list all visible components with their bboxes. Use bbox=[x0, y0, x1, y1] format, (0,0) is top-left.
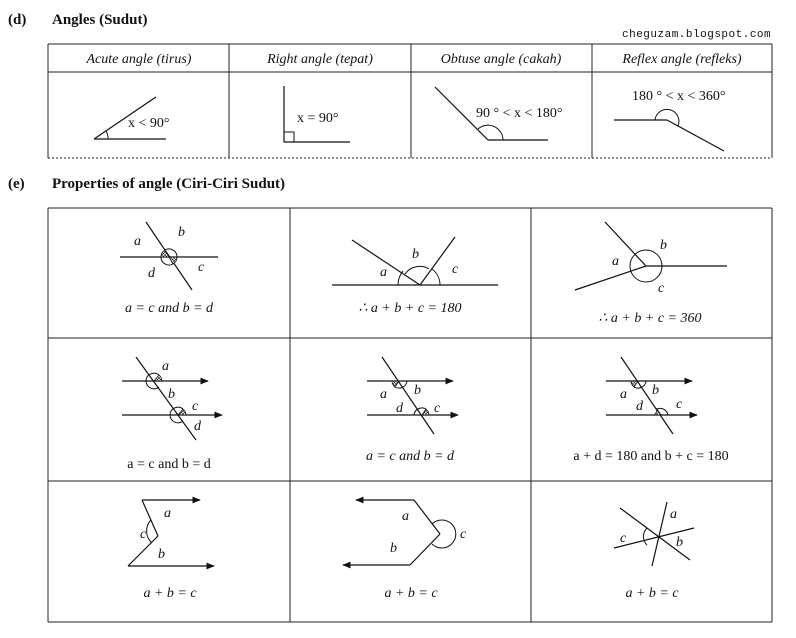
caption-corresponding: a = c and b = d bbox=[127, 457, 211, 472]
label-d: d bbox=[636, 399, 643, 414]
header-acute: Acute angle (tirus) bbox=[86, 52, 192, 67]
caption-vertical-angles: a = c and b = d bbox=[124, 301, 214, 316]
label-c: c bbox=[192, 399, 199, 414]
label-c: c bbox=[460, 527, 467, 542]
arrowhead-angles-figure bbox=[343, 500, 456, 565]
label-a: a bbox=[402, 509, 409, 524]
section-d-label: (d) bbox=[8, 12, 27, 28]
header-reflex: Reflex angle (refleks) bbox=[622, 52, 742, 67]
label-b: b bbox=[168, 387, 175, 402]
label-b: b bbox=[412, 247, 419, 262]
label-b: b bbox=[178, 225, 185, 240]
label-b: b bbox=[660, 238, 667, 253]
angles-at-point-figure bbox=[575, 222, 727, 290]
label-a: a bbox=[134, 234, 141, 249]
header-right: Right angle (tepat) bbox=[267, 52, 373, 67]
label-d: d bbox=[396, 401, 403, 416]
label-b: b bbox=[390, 541, 397, 556]
label-a: a bbox=[380, 387, 387, 402]
caption-angles-at-point: ∴ a + b + c = 360 bbox=[598, 311, 702, 326]
label-a: a bbox=[162, 359, 169, 374]
label-c: c bbox=[620, 531, 627, 546]
label-a: a bbox=[670, 507, 677, 522]
label-a: a bbox=[380, 265, 387, 280]
label-c: c bbox=[198, 260, 205, 275]
label-c: c bbox=[658, 281, 665, 296]
header-obtuse: Obtuse angle (cakah) bbox=[440, 52, 562, 67]
formula-obtuse: 90 ° < x < 180° bbox=[476, 106, 563, 121]
label-a: a bbox=[620, 387, 627, 402]
label-b: b bbox=[414, 383, 421, 398]
label-c: c bbox=[434, 401, 441, 416]
reflex-angle-figure bbox=[614, 109, 724, 151]
section-e-label: (e) bbox=[8, 176, 25, 192]
formula-right: x = 90° bbox=[297, 111, 339, 126]
formula-reflex: 180 ° < x < 360° bbox=[632, 89, 726, 104]
caption-alternate: a = c and b = d bbox=[365, 449, 455, 464]
label-c: c bbox=[452, 262, 459, 277]
label-c: c bbox=[140, 527, 147, 542]
label-b: b bbox=[652, 383, 659, 398]
label-d: d bbox=[194, 419, 201, 434]
watermark: cheguzam.blogspot.com bbox=[622, 29, 772, 41]
formula-acute: x < 90° bbox=[128, 116, 170, 131]
section-d-title: Angles (Sudut) bbox=[52, 12, 148, 28]
caption-zigzag: a + b = c bbox=[143, 586, 197, 601]
label-b: b bbox=[158, 547, 165, 562]
label-b: b bbox=[676, 535, 683, 550]
label-a: a bbox=[164, 506, 171, 521]
label-a: a bbox=[612, 254, 619, 269]
section-e-title: Properties of angle (Ciri-Ciri Sudut) bbox=[52, 176, 286, 192]
caption-straight-line: ∴ a + b + c = 180 bbox=[358, 301, 462, 316]
caption-interior: a + d = 180 and b + c = 180 bbox=[573, 449, 729, 464]
vertical-angles-figure bbox=[120, 222, 218, 290]
label-d: d bbox=[148, 266, 155, 281]
caption-arrowhead: a + b = c bbox=[384, 586, 438, 601]
label-c: c bbox=[676, 397, 683, 412]
caption-intersecting: a + b = c bbox=[625, 586, 679, 601]
